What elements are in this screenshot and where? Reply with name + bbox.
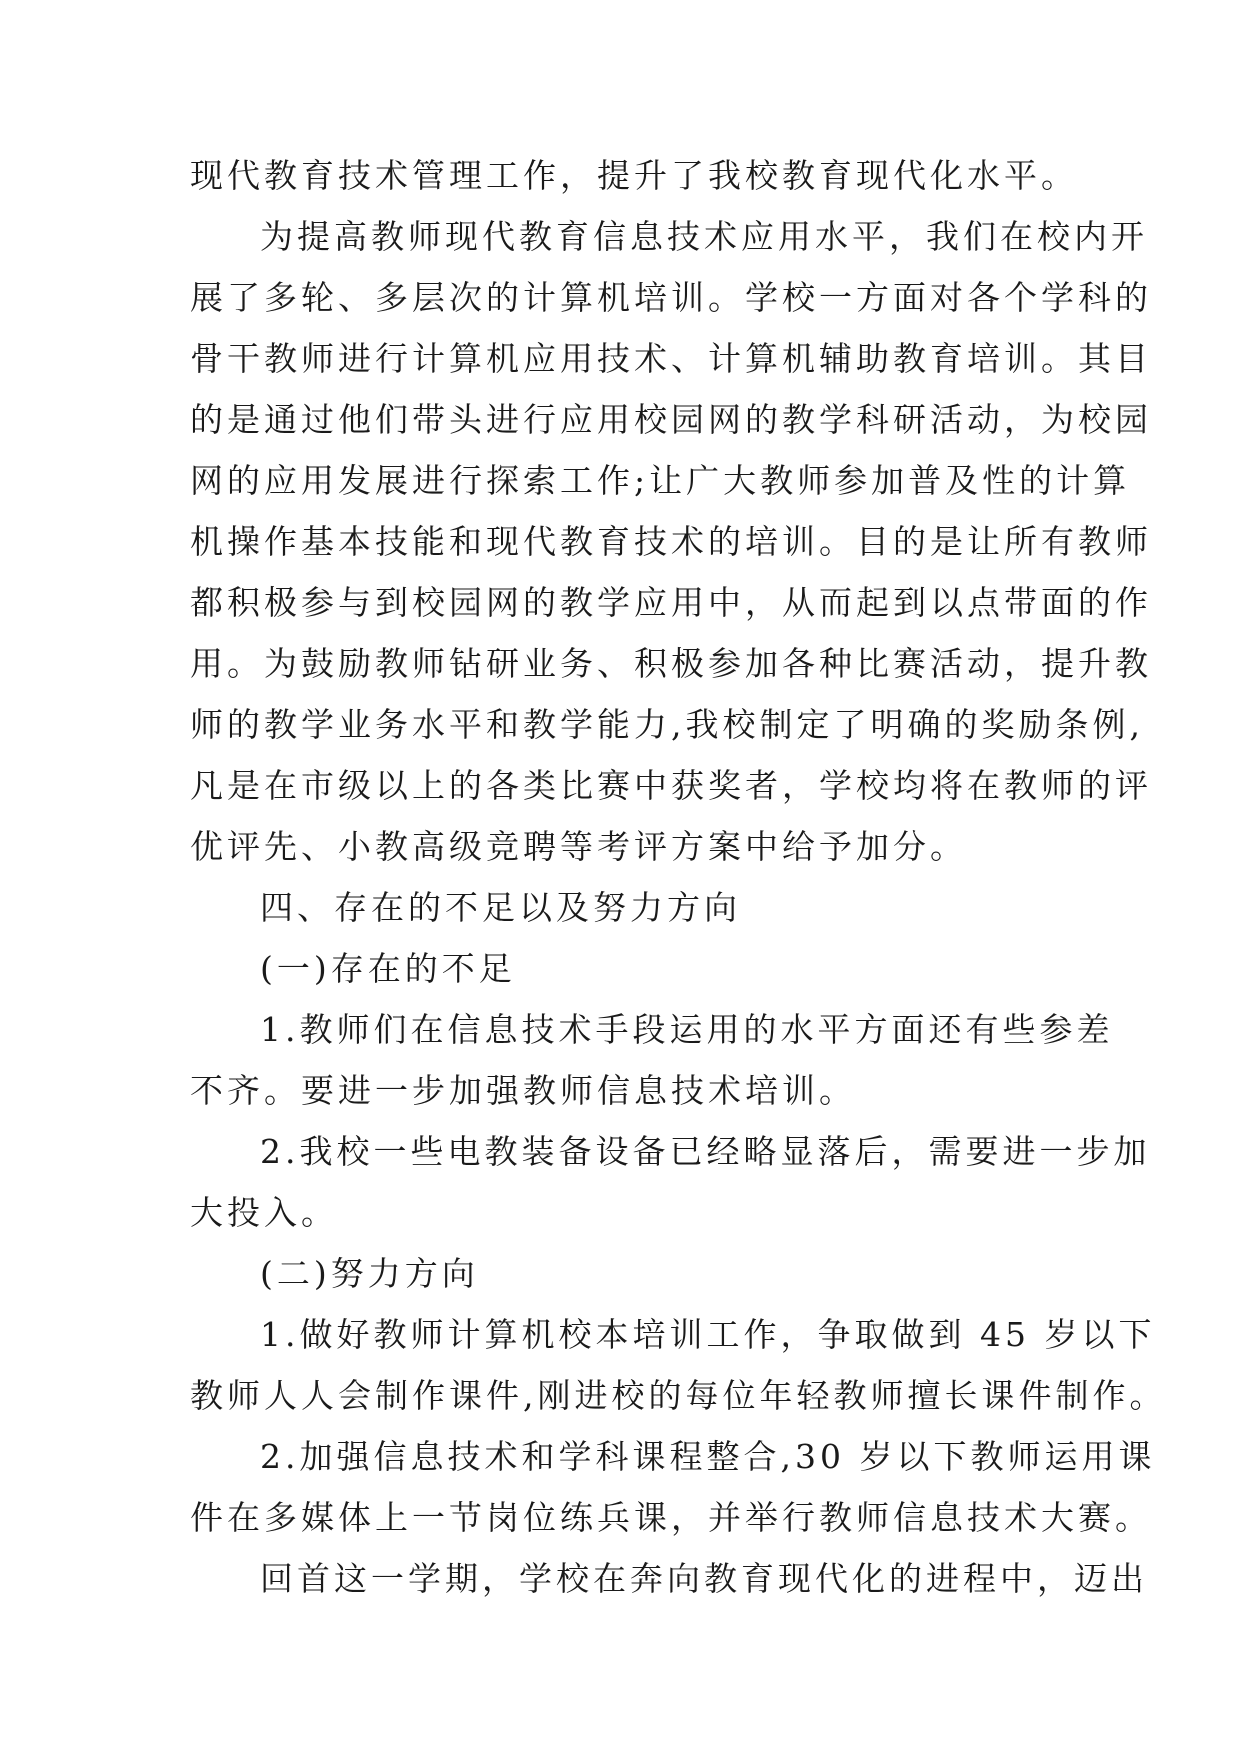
text-line: 机操作基本技能和现代教育技术的培训。目的是让所有教师 (190, 522, 1152, 561)
text-line: 师的教学业务水平和教学能力,我校制定了明确的奖励条例, (190, 705, 1144, 744)
text-line: 用。为鼓励教师钻研业务、积极参加各种比赛活动，提升教 (190, 644, 1152, 683)
text-line: 展了多轮、多层次的计算机培训。学校一方面对各个学科的 (190, 278, 1152, 317)
text-line: 不齐。要进一步加强教师信息技术培训。 (190, 1071, 856, 1110)
text-line: 凡是在市级以上的各类比赛中获奖者，学校均将在教师的评 (190, 766, 1152, 805)
subsection-heading: (一)存在的不足 (260, 949, 516, 988)
body-text (190, 145, 1167, 1609)
text-line: 为提高教师现代教育信息技术应用水平，我们在校内开 (260, 217, 1148, 256)
subsection-heading: (二)努力方向 (260, 1254, 479, 1293)
text-line: 网的应用发展进行探索工作;让广大教师参加普及性的计算 (190, 461, 1131, 500)
text-line: 件在多媒体上一节岗位练兵课，并举行教师信息技术大赛。 (190, 1498, 1152, 1537)
text-line: 2.我校一些电教装备设备已经略显落后，需要进一步加 (260, 1132, 1151, 1171)
text-line: 回首这一学期，学校在奔向教育现代化的进程中，迈出 (260, 1559, 1148, 1598)
section-heading: 四、存在的不足以及努力方向 (260, 888, 741, 927)
text-line: 都积极参与到校园网的教学应用中，从而起到以点带面的作 (190, 583, 1152, 622)
text-line: 2.加强信息技术和学科课程整合,30 岁以下教师运用课 (260, 1437, 1156, 1476)
text-line: 骨干教师进行计算机应用技术、计算机辅助教育培训。其目 (190, 339, 1152, 378)
text-line: 优评先、小教高级竞聘等考评方案中给予加分。 (190, 827, 967, 866)
text-line: 1.教师们在信息技术手段运用的水平方面还有些参差 (260, 1010, 1114, 1049)
text-line: 的是通过他们带头进行应用校园网的教学科研活动，为校园 (190, 400, 1152, 439)
text-line: 1.做好教师计算机校本培训工作，争取做到 45 岁以下 (260, 1315, 1156, 1354)
text-line: 大投入。 (190, 1193, 338, 1232)
text-line: 现代教育技术管理工作，提升了我校教育现代化水平。 (190, 156, 1078, 195)
text-line: 教师人人会制作课件,刚进校的每位年轻教师擅长课件制作。 (190, 1376, 1167, 1415)
